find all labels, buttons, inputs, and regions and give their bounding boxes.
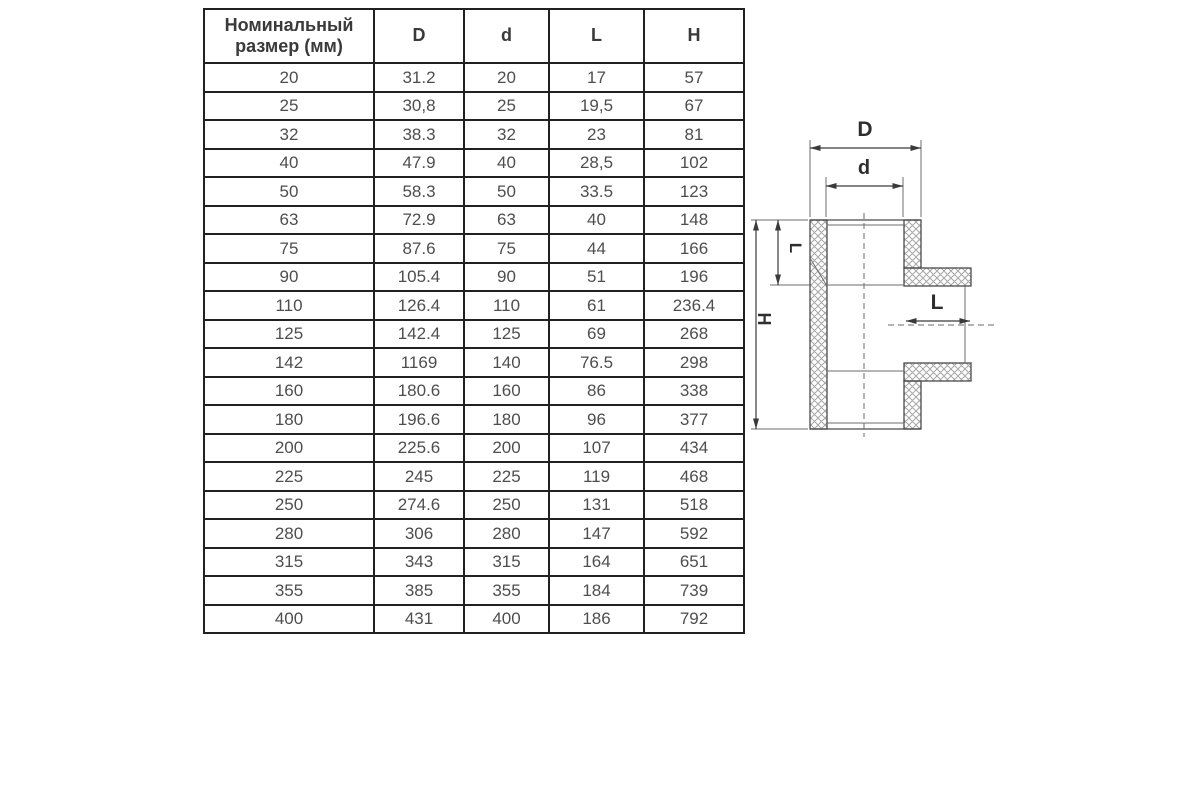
column-header: Номинальный размер (мм) [204,9,374,63]
table-cell: 25 [464,92,549,121]
table-row [204,234,744,263]
table-cell: 50 [204,177,374,206]
table-cell: 38.3 [374,120,464,149]
table-cell: 20 [464,63,549,92]
table-cell: 126.4 [374,291,464,320]
table-cell: 400 [464,605,549,634]
table-cell: 147 [549,519,644,548]
table-cell: 110 [464,291,549,320]
table-cell: 592 [644,519,744,548]
table-cell: 280 [464,519,549,548]
table-cell: 1169 [374,348,464,377]
table-cell: 40 [549,206,644,235]
table-cell: 160 [204,377,374,406]
table-row [204,149,744,178]
table-cell: 72.9 [374,206,464,235]
table-cell: 792 [644,605,744,634]
left-wall [810,220,827,429]
table-cell: 110 [204,291,374,320]
table-row [204,206,744,235]
table-cell: 651 [644,548,744,577]
table-cell: 33.5 [549,177,644,206]
table-cell: 186 [549,605,644,634]
branch-bottom-wall [904,363,971,381]
table-cell: 184 [549,576,644,605]
table-cell: 518 [644,491,744,520]
table-cell: 75 [204,234,374,263]
table-header [204,9,744,63]
table-cell: 225 [464,462,549,491]
table-row [204,377,744,406]
table-cell: 57 [644,63,744,92]
table-row [204,291,744,320]
table-cell: 166 [644,234,744,263]
table-cell: 19,5 [549,92,644,121]
table-cell: 245 [374,462,464,491]
table-cell: 25 [204,92,374,121]
table-cell: 86 [549,377,644,406]
table-cell: 40 [464,149,549,178]
table-cell: 739 [644,576,744,605]
table-cell: 30,8 [374,92,464,121]
table-cell: 47.9 [374,149,464,178]
column-header: L [549,9,644,63]
table-cell: 81 [644,120,744,149]
table-cell: 31.2 [374,63,464,92]
table-cell: 40 [204,149,374,178]
table-cell: 76.5 [549,348,644,377]
table-cell: 125 [204,320,374,349]
table-cell: 69 [549,320,644,349]
dimensions-table [203,8,745,634]
right-wall-upper [904,220,921,268]
table-row [204,405,744,434]
table-cell: 343 [374,548,464,577]
table-row [204,92,744,121]
table-row [204,519,744,548]
table-cell: 180.6 [374,377,464,406]
table-cell: 315 [204,548,374,577]
table-cell: 306 [374,519,464,548]
table-row [204,605,744,634]
column-header: D [374,9,464,63]
table-cell: 51 [549,263,644,292]
table-cell: 280 [204,519,374,548]
table-cell: 67 [644,92,744,121]
table-cell: 377 [644,405,744,434]
label-overall-height: H [754,312,774,326]
table-cell: 355 [464,576,549,605]
table-cell: 123 [644,177,744,206]
column-header: H [644,9,744,63]
table-cell: 196 [644,263,744,292]
table-cell: 23 [549,120,644,149]
table-cell: 274.6 [374,491,464,520]
table-cell: 90 [204,263,374,292]
table-cell: 338 [644,377,744,406]
header-row [204,9,744,63]
table-row [204,263,744,292]
table-cell: 225 [204,462,374,491]
table-cell: 142 [204,348,374,377]
table-row [204,63,744,92]
table-cell: 180 [464,405,549,434]
table-cell: 107 [549,434,644,463]
table-cell: 431 [374,605,464,634]
table-cell: 63 [464,206,549,235]
table-cell: 200 [204,434,374,463]
table-cell: 385 [374,576,464,605]
table-row [204,548,744,577]
table-row [204,434,744,463]
table-row [204,462,744,491]
table-row [204,491,744,520]
table-cell: 102 [644,149,744,178]
label-socket-depth-left: L [786,242,805,254]
tee-fitting-diagram [748,103,1198,463]
table-cell: 142.4 [374,320,464,349]
branch-top-wall [904,268,971,286]
table-cell: 268 [644,320,744,349]
table-cell: 28,5 [549,149,644,178]
column-header: d [464,9,549,63]
table-cell: 61 [549,291,644,320]
table-cell: 164 [549,548,644,577]
table-body [204,63,744,633]
table-cell: 20 [204,63,374,92]
table-row [204,320,744,349]
table-cell: 87.6 [374,234,464,263]
table-cell: 63 [204,206,374,235]
label-socket-inner-diameter: d [857,157,871,179]
table-cell: 119 [549,462,644,491]
table-row [204,348,744,377]
table-row [204,576,744,605]
table-row [204,177,744,206]
dimension-lines [756,148,970,429]
right-wall-lower [904,381,921,429]
table-cell: 434 [644,434,744,463]
table-cell: 90 [464,263,549,292]
table-cell: 250 [204,491,374,520]
table-row [204,120,744,149]
table-cell: 58.3 [374,177,464,206]
table-cell: 400 [204,605,374,634]
table-cell: 355 [204,576,374,605]
table-cell: 250 [464,491,549,520]
table-cell: 75 [464,234,549,263]
table-cell: 32 [464,120,549,149]
table-cell: 148 [644,206,744,235]
table-cell: 32 [204,120,374,149]
table-cell: 180 [204,405,374,434]
table-cell: 468 [644,462,744,491]
label-outer-diameter: D [857,118,873,141]
table-cell: 236.4 [644,291,744,320]
table-cell: 105.4 [374,263,464,292]
table-cell: 140 [464,348,549,377]
label-branch-socket-depth: L [930,291,944,314]
table-cell: 44 [549,234,644,263]
table-cell: 225.6 [374,434,464,463]
table-cell: 125 [464,320,549,349]
table-cell: 17 [549,63,644,92]
table-cell: 160 [464,377,549,406]
table-cell: 298 [644,348,744,377]
table-cell: 196.6 [374,405,464,434]
table-cell: 96 [549,405,644,434]
table-cell: 200 [464,434,549,463]
table-cell: 315 [464,548,549,577]
table-cell: 50 [464,177,549,206]
table-cell: 131 [549,491,644,520]
